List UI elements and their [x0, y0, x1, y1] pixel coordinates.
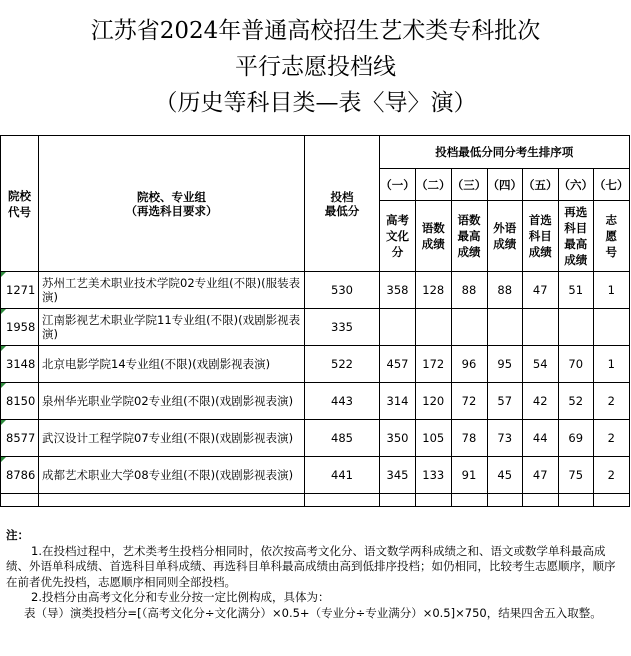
admission-score-table [0, 135, 630, 507]
notes-heading: 注： [6, 528, 29, 542]
row-code: 8786 [1, 457, 39, 494]
row-t2: 120 [416, 383, 452, 420]
row-t2: 105 [416, 420, 452, 457]
row-t6: 52 [558, 383, 594, 420]
title-line-1: 江苏省2024年普通高校招生艺术类专科批次 [90, 18, 541, 44]
row-t5: 54 [523, 346, 559, 383]
row-t3: 96 [451, 346, 487, 383]
row-score: 441 [305, 457, 380, 494]
tie-label-foreign: 外语成绩 [487, 201, 523, 272]
row-t2 [416, 309, 452, 346]
row-t7: 1 [594, 272, 630, 309]
row-name: 武汉设计工程学院07专业组(不限)(戏剧影视表演) [39, 420, 305, 457]
tie-num-2: （二） [416, 169, 452, 201]
table-row [1, 457, 630, 494]
row-t4: 95 [487, 346, 523, 383]
tie-num-4: （四） [487, 169, 523, 201]
row-t5: 47 [523, 272, 559, 309]
row-t3: 88 [451, 272, 487, 309]
tie-label-chinese-math: 语数成绩 [416, 201, 452, 272]
row-t7 [594, 309, 630, 346]
row-t3: 91 [451, 457, 487, 494]
row-name: 北京电影学院14专业组(不限)(戏剧影视表演) [39, 346, 305, 383]
title-line-3: （历史等科目类—表〈导〉演） [154, 90, 477, 116]
tie-num-5: （五） [523, 169, 559, 201]
title-line-2: 平行志愿投档线 [235, 54, 396, 80]
row-t1: 345 [380, 457, 416, 494]
row-score: 485 [305, 420, 380, 457]
row-score: 335 [305, 309, 380, 346]
row-t3: 72 [451, 383, 487, 420]
table-row [1, 383, 630, 420]
row-code: 8150 [1, 383, 39, 420]
tie-num-1: （一） [380, 169, 416, 201]
row-t7: 2 [594, 383, 630, 420]
row-t3: 78 [451, 420, 487, 457]
row-t7: 2 [594, 457, 630, 494]
row-t5: 47 [523, 457, 559, 494]
row-t2: 172 [416, 346, 452, 383]
row-t2: 133 [416, 457, 452, 494]
row-t1: 314 [380, 383, 416, 420]
tie-num-7: （七） [594, 169, 630, 201]
row-t6: 75 [558, 457, 594, 494]
tie-num-6: （六） [558, 169, 594, 201]
table-row [1, 272, 630, 309]
row-code: 1271 [1, 272, 39, 309]
row-t2: 128 [416, 272, 452, 309]
row-t4: 73 [487, 420, 523, 457]
row-t4: 57 [487, 383, 523, 420]
table-row [1, 309, 630, 346]
row-score: 443 [305, 383, 380, 420]
row-t6: 51 [558, 272, 594, 309]
row-name: 苏州工艺美术职业技术学院02专业组(不限)(服装表演) [39, 272, 305, 309]
header-name: 院校、专业组 （再选科目要求） [39, 136, 305, 272]
row-t1: 457 [380, 346, 416, 383]
header-tie-break-title: 投档最低分同分考生排序项 [380, 136, 630, 169]
row-t5: 44 [523, 420, 559, 457]
row-t5: 42 [523, 383, 559, 420]
note-3: 表（导）演类投档分=[（高考文化分÷文化满分）×0.5+（专业分÷专业满分）×0.5]×750，结果四舍五入取整。 [24, 605, 602, 620]
empty-table-row [1, 494, 630, 507]
notes-section [6, 528, 626, 621]
row-t4 [487, 309, 523, 346]
tie-label-chinese-math-max: 语数最高成绩 [451, 201, 487, 272]
table-row [1, 420, 630, 457]
row-name: 江南影视艺术职业学院11专业组(不限)(戏剧影视表演) [39, 309, 305, 346]
header-code: 院校代号 [1, 136, 39, 272]
tie-label-first-subject: 首选科目成绩 [523, 201, 559, 272]
tie-label-second-subject-max: 再选科目最高成绩 [558, 201, 594, 272]
row-code: 8577 [1, 420, 39, 457]
row-t1 [380, 309, 416, 346]
note-1: 1.在投档过程中，艺术类考生投档分相同时，依次按高考文化分、语文数学两科成绩之和、语文或数学单科最高成绩、外语单科成绩、首选科目单科成绩、再选科目单科最高成绩由高到低排序投档；如仍相同，比较考生志愿顺序，顺序在前者优先投档，志愿顺序相同则全部投档。 [6, 543, 616, 589]
tie-label-preference-no: 志愿号 [594, 201, 630, 272]
row-code: 3148 [1, 346, 39, 383]
row-name: 成都艺术职业大学08专业组(不限)(戏剧影视表演) [39, 457, 305, 494]
tie-num-3: （三） [451, 169, 487, 201]
header-min-score: 投档 最低分 [305, 136, 380, 272]
row-score: 530 [305, 272, 380, 309]
row-t6: 70 [558, 346, 594, 383]
tie-label-culture: 高考文化分 [380, 201, 416, 272]
row-t7: 2 [594, 420, 630, 457]
row-score: 522 [305, 346, 380, 383]
row-t6: 69 [558, 420, 594, 457]
table-row [1, 346, 630, 383]
row-t5 [523, 309, 559, 346]
row-t6 [558, 309, 594, 346]
note-2: 2.投档分由高考文化分和专业分按一定比例构成，具体为： [31, 590, 330, 604]
row-t7: 1 [594, 346, 630, 383]
row-t1: 350 [380, 420, 416, 457]
row-t3 [451, 309, 487, 346]
row-code: 1958 [1, 309, 39, 346]
row-name: 泉州华光职业学院02专业组(不限)(戏剧影视表演) [39, 383, 305, 420]
row-t1: 358 [380, 272, 416, 309]
row-t4: 88 [487, 272, 523, 309]
row-t4: 45 [487, 457, 523, 494]
